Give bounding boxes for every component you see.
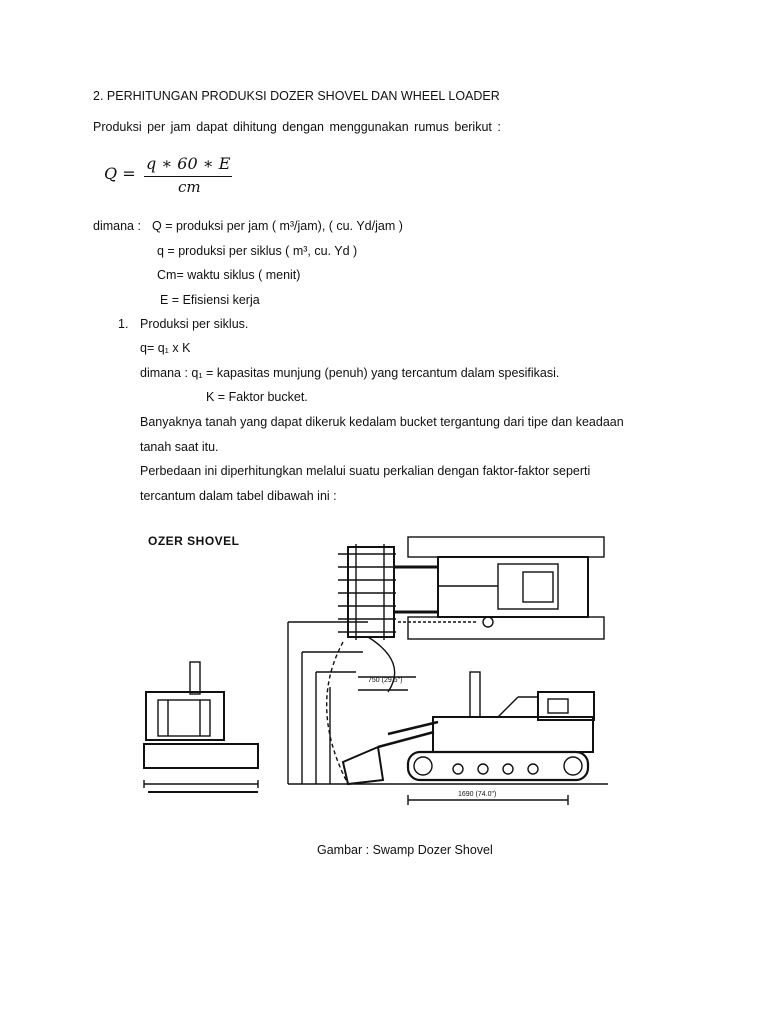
formula-lhs: Q = xyxy=(104,164,136,183)
definition-q-upper: Q = produksi per jam ( m³/jam), ( cu. Yd/jam ) xyxy=(152,219,403,233)
dozer-shovel-diagram-svg xyxy=(138,522,616,812)
side-view xyxy=(343,672,594,784)
dimension-label: 1690 (74.0") xyxy=(458,791,497,798)
paragraph-line: Perbedaan ini diperhitungkan melalui suatu perkalian dengan faktor-faktor seperti xyxy=(140,464,591,478)
definition-q-lower: q = produksi per siklus ( m³, cu. Yd ) xyxy=(157,244,358,258)
formula-numerator: q ∗ 60 ∗ E xyxy=(146,154,231,173)
top-view xyxy=(338,537,604,640)
production-formula xyxy=(104,150,244,200)
list-number: 1. xyxy=(118,317,129,331)
paragraph-line: Banyaknya tanah yang dapat dikeruk kedalam bucket tergantung dari tipe dan keadaan xyxy=(140,415,624,429)
definitions-label: dimana : xyxy=(93,219,141,233)
formula-denominator: cm xyxy=(178,178,201,196)
dozer-shovel-drawing xyxy=(138,522,616,812)
cycle-formula: q= q₁ x K xyxy=(140,341,191,355)
paragraph-line: tanah saat itu. xyxy=(140,440,219,454)
cycle-definition-k: K = Faktor bucket. xyxy=(206,390,308,404)
figure-title: OZER SHOVEL xyxy=(148,534,240,548)
figure-caption: Gambar : Swamp Dozer Shovel xyxy=(317,843,493,857)
fraction-bar xyxy=(144,176,232,177)
paragraph-line: tercantum dalam tabel dibawah ini : xyxy=(140,489,337,503)
definition-e: E = Efisiensi kerja xyxy=(160,293,260,307)
intro-text: Produksi per jam dapat dihitung dengan menggunakan rumus berikut : xyxy=(93,120,501,134)
cycle-definition-q1: dimana : q₁ = kapasitas munjung (penuh) yang tercantum dalam spesifikasi. xyxy=(140,366,560,380)
definition-cm: Cm= waktu siklus ( menit) xyxy=(157,268,301,282)
front-view xyxy=(144,662,258,792)
list-item-title: Produksi per siklus. xyxy=(140,317,249,331)
section-heading: 2. PERHITUNGAN PRODUKSI DOZER SHOVEL DAN WHEEL LOADER xyxy=(93,89,500,103)
dimension-label: 750 (29.5") xyxy=(368,677,403,684)
